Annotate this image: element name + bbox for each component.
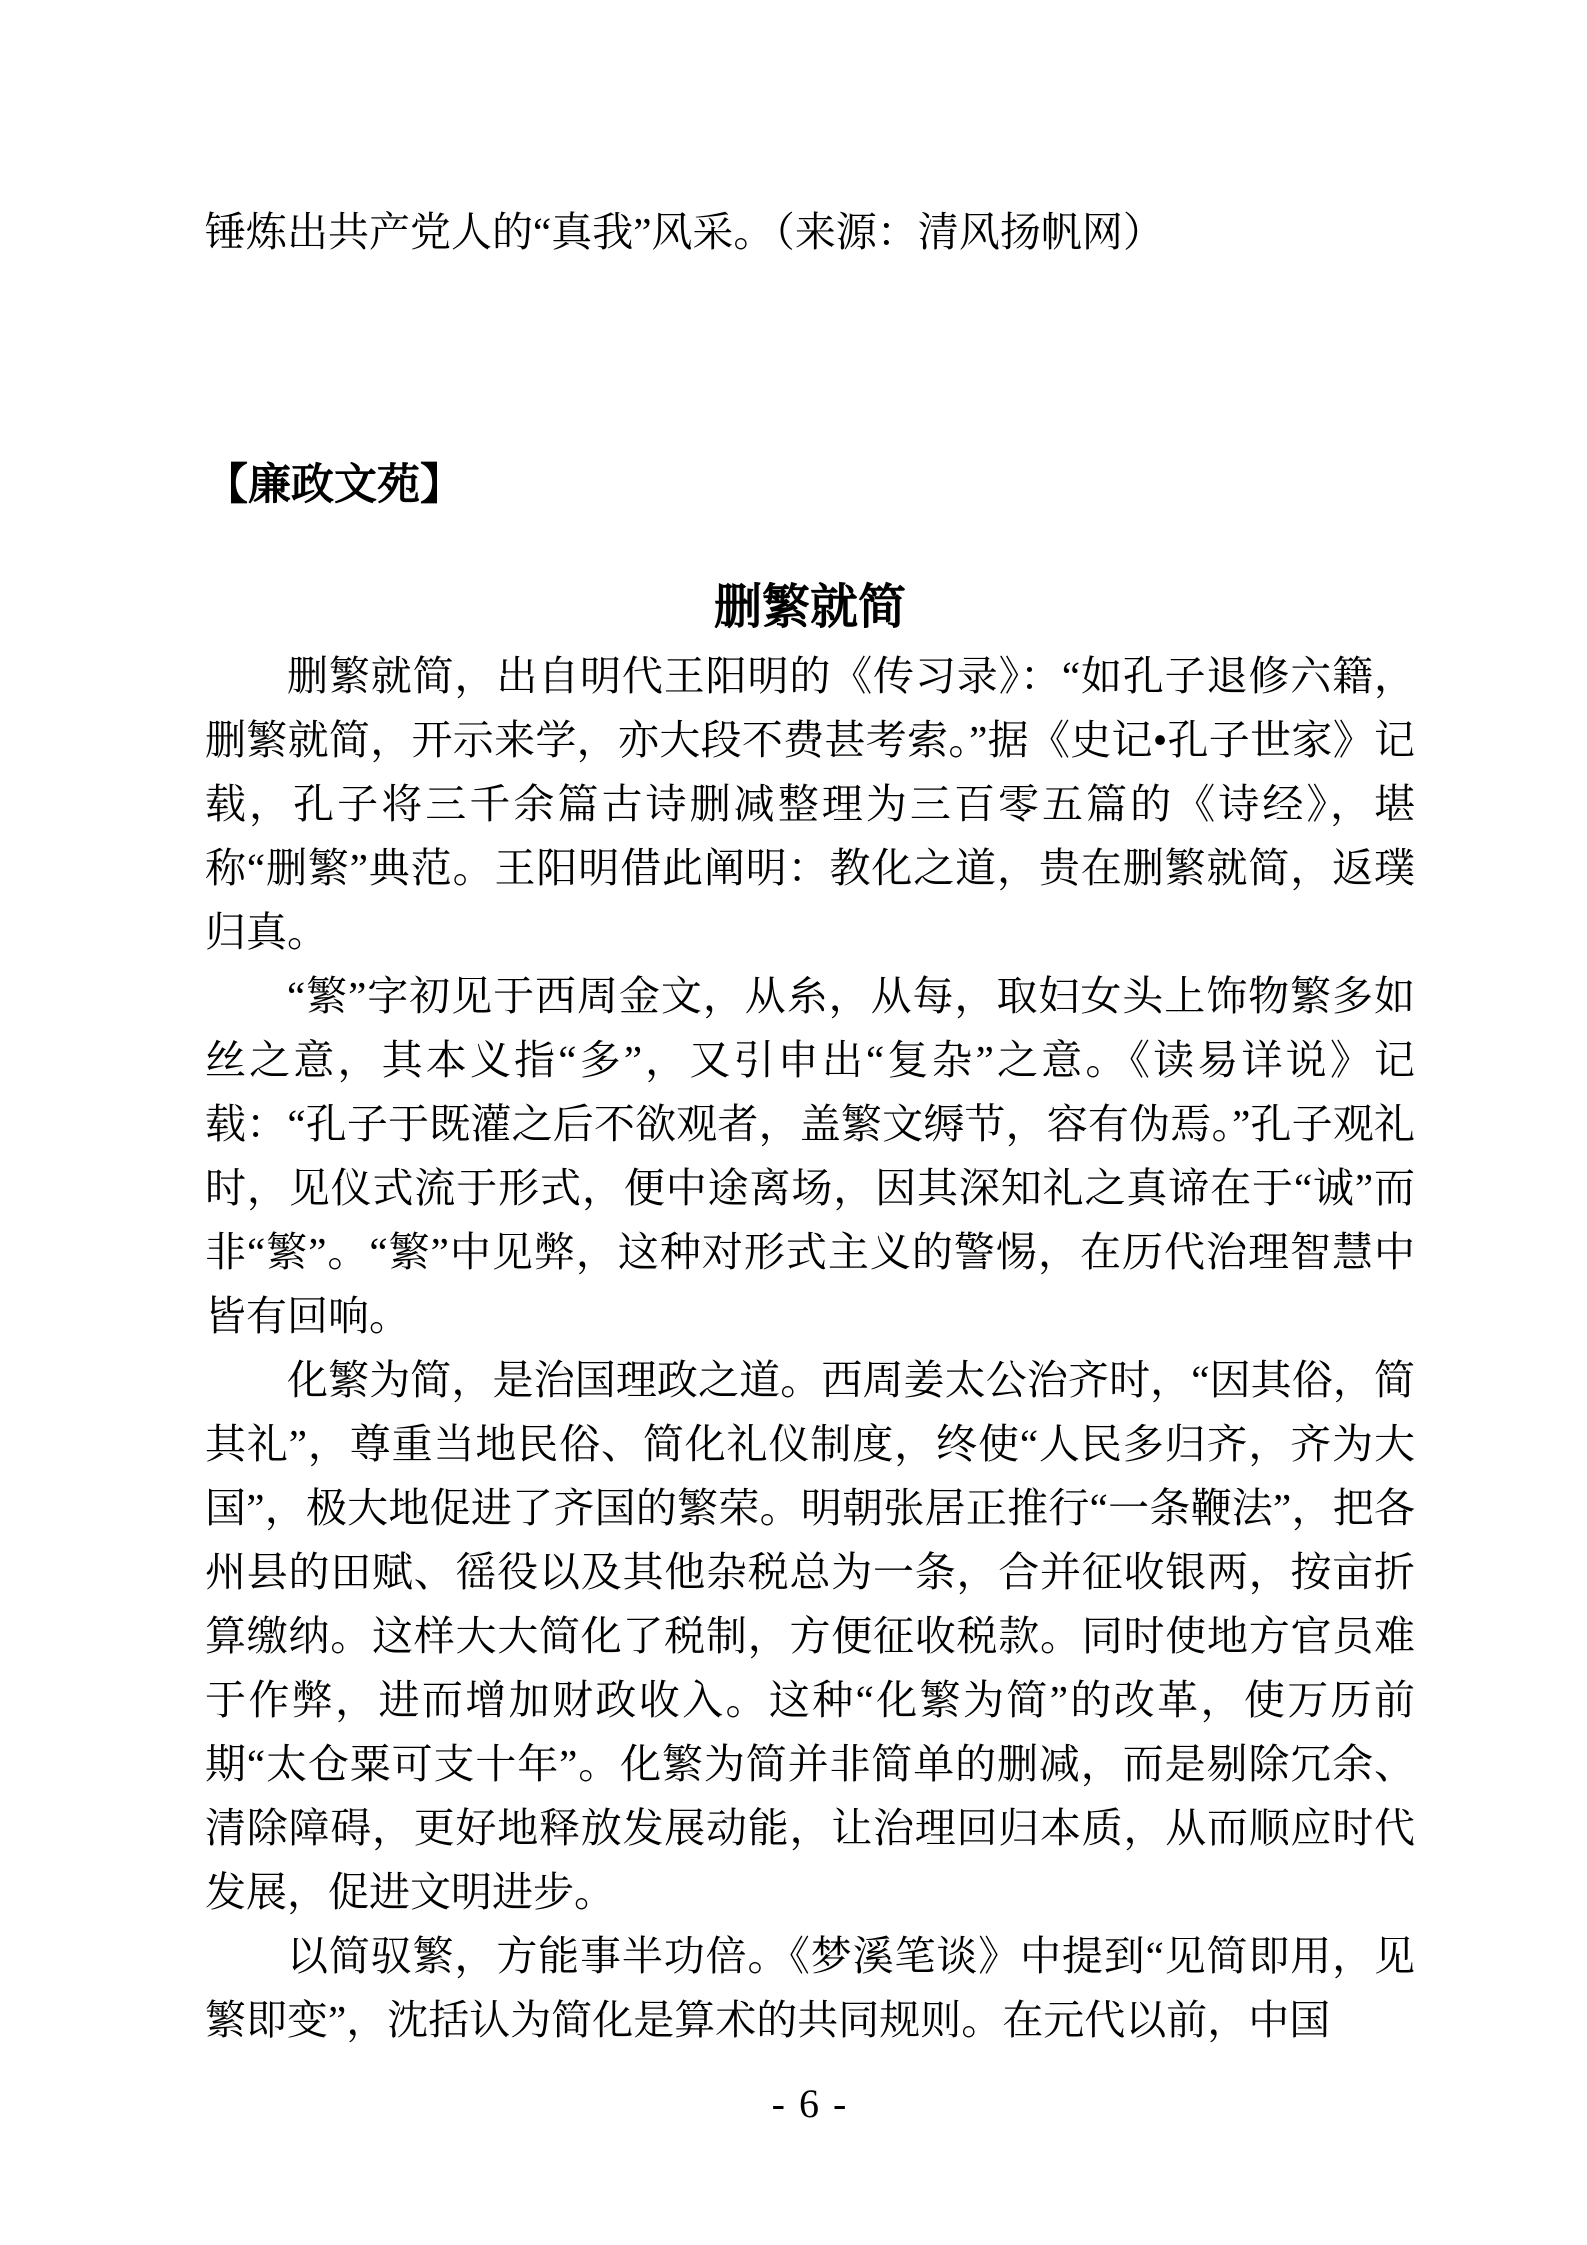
article-title: 删繁就简 [713, 581, 906, 634]
article-paragraph-3: 化繁为简，是治国理政之道。西周姜太公治齐时，“因其俗，简其礼”，尊重当地民俗、简化礼仪制度，终使“人民多归齐，齐为大国”，极大地促进了齐国的繁荣。明朝张居正推行“一条鞭法”，把各州县的田赋、徭役以及其他杂税总为一条，合并征收银两，按亩折算缴纳。这样大大简化了税制，方便征收税款。同时使地方官员难于作弊，进而增加财政收入。这种“化繁为简”的改革，使万历前期“太仓粟可支十年”。化繁为简并非简单的删减，而是剔除冗余、清除障碍，更好地释放发展动能，让治理回归本质，从而顺应时代发展，促进文明进步。 [205, 1357, 1415, 1915]
article-paragraph-2: “繁”字初见于西周金文，从糸，从每，取妇女头上饰物繁多如丝之意，其本义指“多”，又引申出“复杂”之意。《读易详说》记载：“孔子于既灌之后不欲观者，盖繁文缛节，容有伪焉。”孔子观礼时，见仪式流于形式，便中途离场，因其深知礼之真谛在于“诚”而非“繁”。“繁”中见弊，这种对形式主义的警惕，在历代治理智慧中皆有回响。 [205, 973, 1415, 1339]
article-paragraph-1: 删繁就简，出自明代王阳明的《传习录》：“如孔子退修六籍，删繁就简，开示来学，亦大段不费甚考索。”据《史记•孔子世家》记载，孔子将三千余篇古诗删减整理为三百零五篇的《诗经》，堪称“删繁”典范。王阳明借此阐明：教化之道，贵在删繁就简，返璞归真。 [205, 653, 1415, 955]
article-paragraph-4: 以简驭繁，方能事半功倍。《梦溪笔谈》中提到“见简即用，见繁即变”，沈括认为简化是算术的共同规则。在元代以前，中国 [205, 1933, 1415, 2043]
section-label: 【廉政文苑】 [205, 462, 463, 509]
continuation-paragraph-line: 锤炼出共产党人的“真我”风采。（来源：清风扬帆网） [205, 209, 1164, 255]
page-footer [205, 2080, 1415, 2128]
page-number: - 6 - [771, 2081, 849, 2126]
